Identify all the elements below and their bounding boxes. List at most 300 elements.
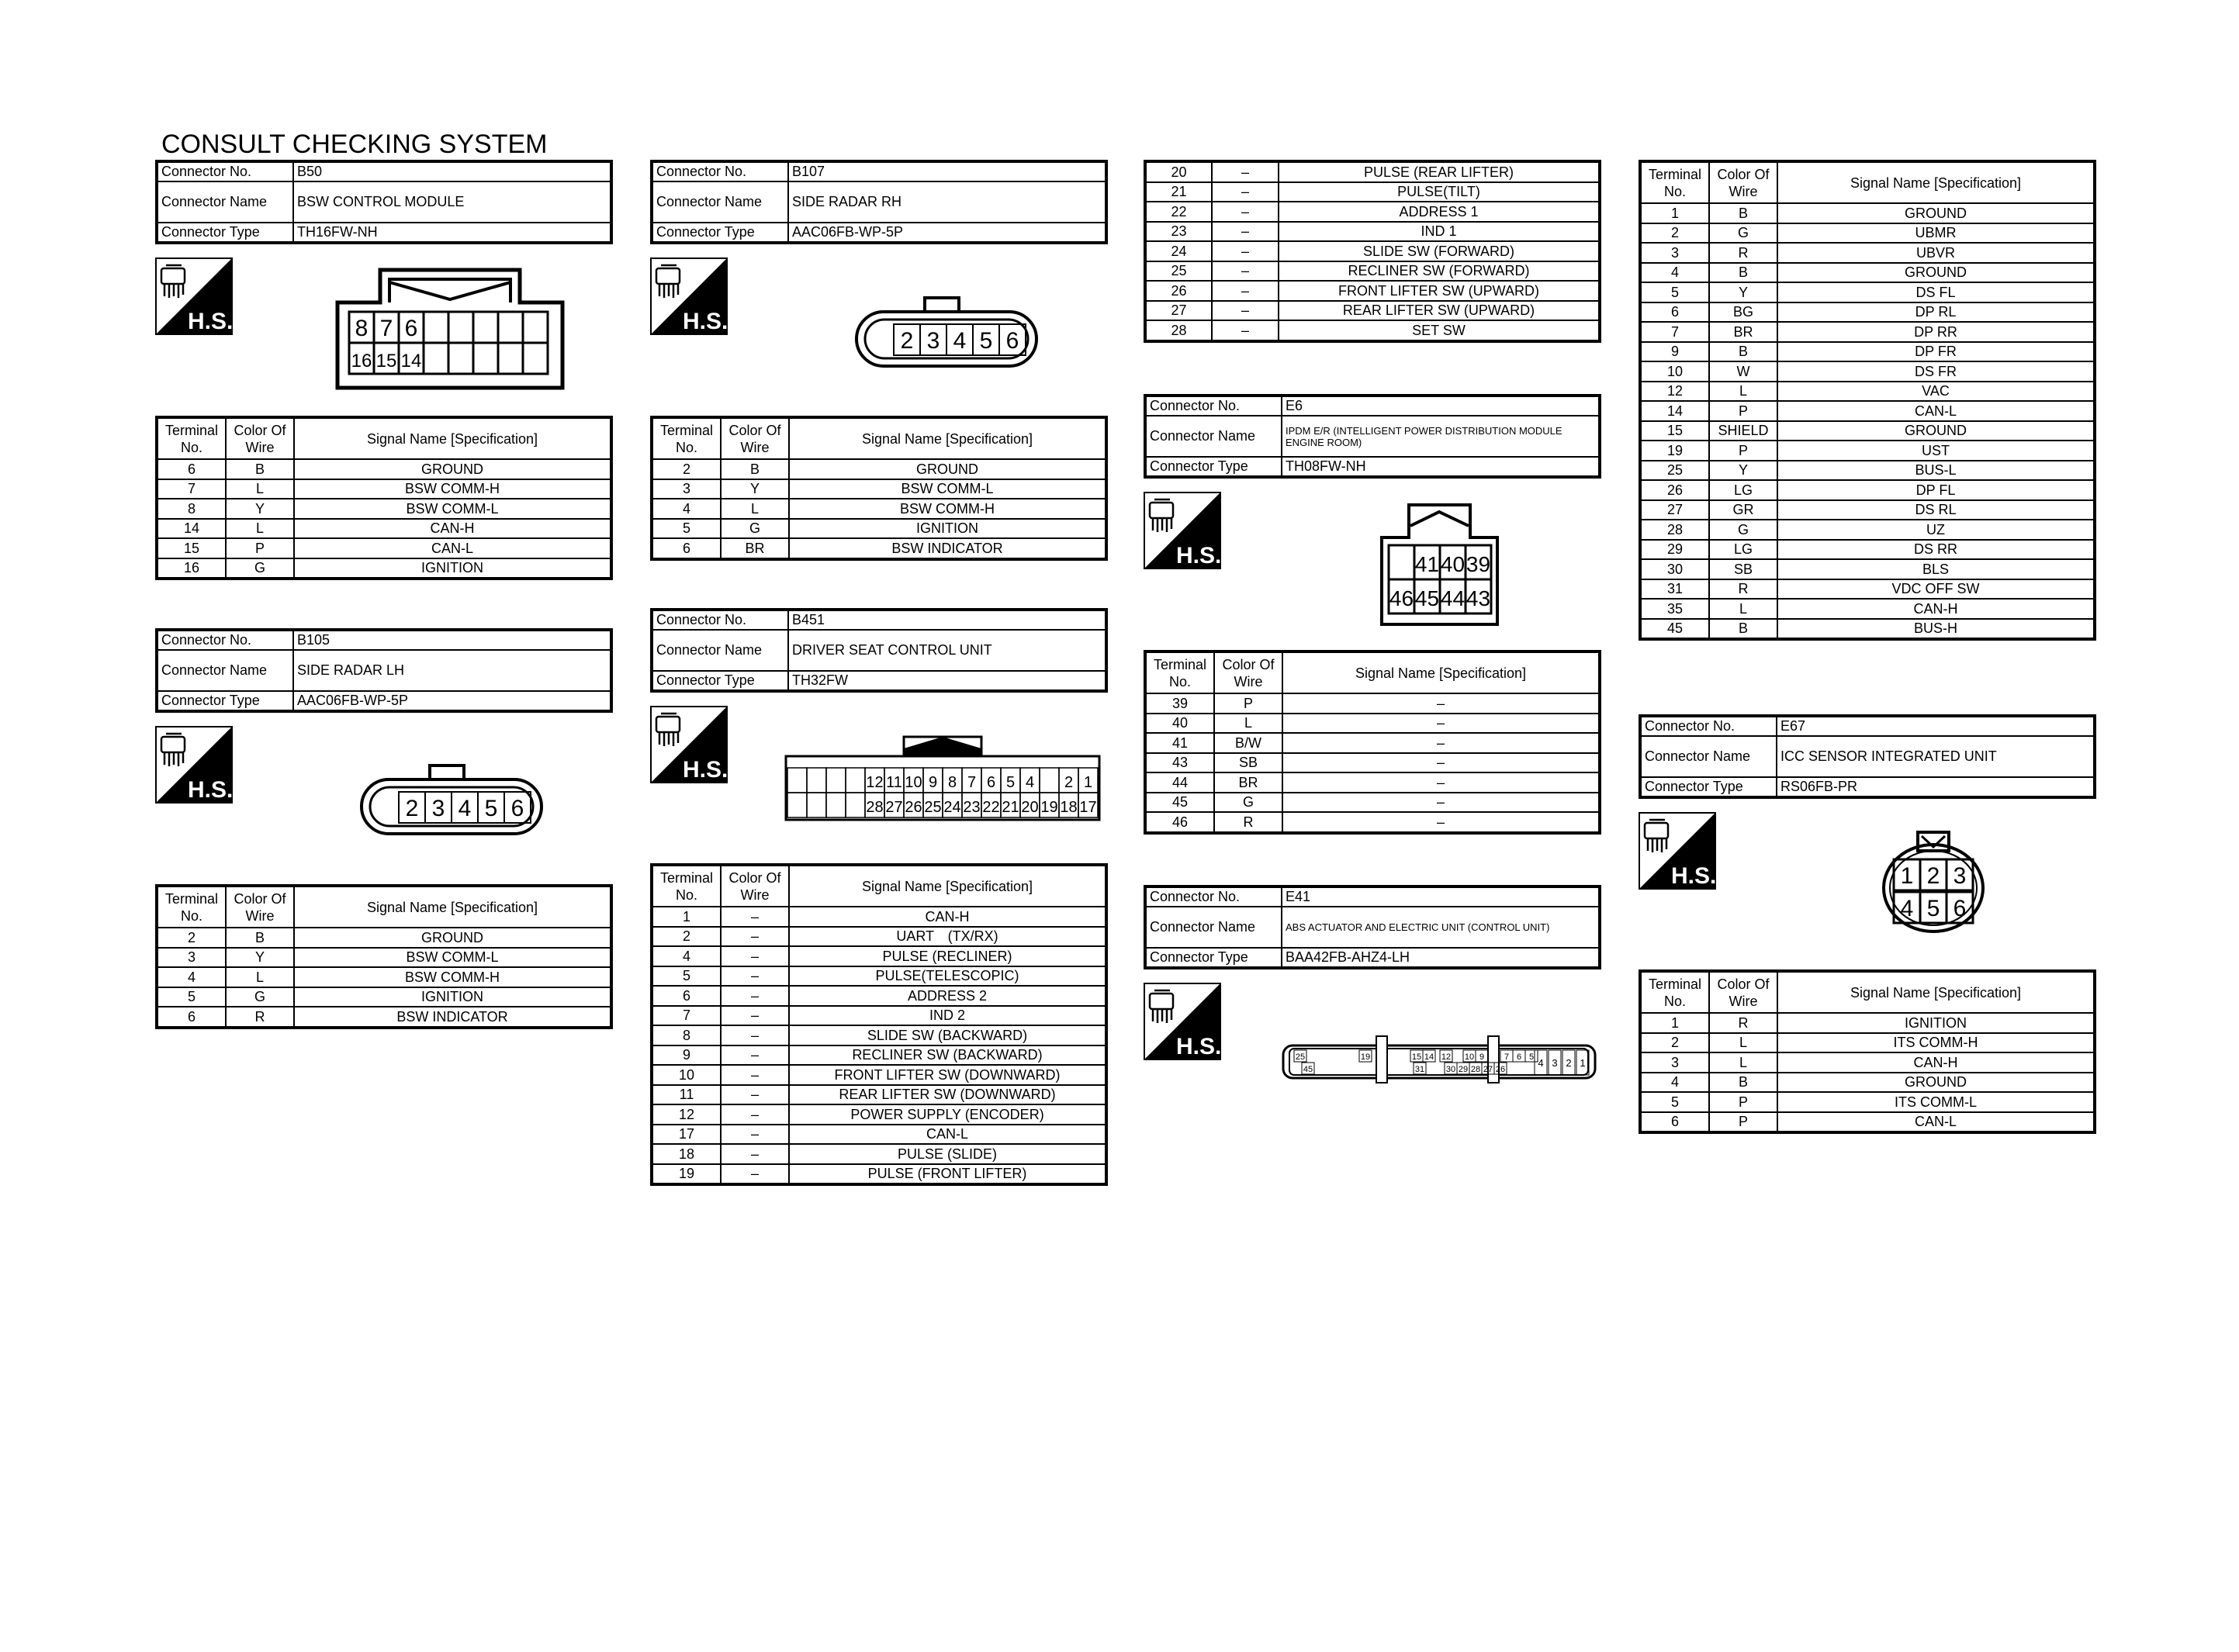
wire-color-cell: L — [226, 479, 294, 499]
signal-name-cell: CAN-H — [1777, 1052, 2095, 1073]
terminal-no-cell: 45 — [1640, 619, 1709, 640]
connector-name-label: Connector Name — [652, 181, 788, 223]
table-row — [1640, 243, 2095, 263]
pin-number: 30 — [1445, 1065, 1456, 1074]
pin-number: 16 — [351, 351, 372, 372]
terminal-no-cell: 18 — [652, 1144, 721, 1164]
signal-name-cell: BSW INDICATOR — [294, 1007, 611, 1028]
pin-number: 6 — [404, 316, 418, 341]
pin-number: 1 — [1580, 1057, 1586, 1069]
pin-number: 15 — [375, 351, 397, 372]
signal-name-cell: ITS COMM-L — [1777, 1092, 2095, 1112]
connector-header-e41 — [1144, 885, 1601, 969]
table-row — [1640, 263, 2095, 283]
terminal-no-header: Terminal No. — [157, 417, 226, 459]
wire-color-cell: – — [721, 946, 789, 966]
terminal-no-cell: 6 — [1640, 302, 1709, 323]
pin-number: 5 — [1005, 774, 1016, 791]
terminal-no-header: Terminal No. — [1640, 971, 1709, 1013]
table-row — [652, 927, 1106, 947]
pin-number: 6 — [1005, 328, 1019, 354]
wire-color-cell: BG — [1709, 302, 1777, 323]
pin-number: 4 — [953, 328, 967, 354]
wire-color-cell: – — [721, 1164, 789, 1185]
hs-label: H.S. — [1671, 863, 1716, 889]
terminal-no-cell: 35 — [1640, 599, 1709, 619]
connector-type-label: Connector Type — [1145, 457, 1282, 477]
pin-number: 28 — [866, 799, 884, 816]
wire-color-cell: B/W — [1214, 733, 1282, 753]
table-row — [157, 1007, 611, 1028]
table-row — [1640, 559, 2095, 579]
terminal-no-cell: 2 — [1640, 223, 1709, 244]
wire-color-cell: – — [721, 986, 789, 1006]
wire-color-cell: – — [721, 907, 789, 927]
harness-side-icon — [1144, 983, 1221, 1060]
signal-name-cell: GROUND — [1777, 421, 2095, 441]
wire-color-cell: – — [1212, 241, 1279, 261]
signal-name-cell: CAN-H — [294, 519, 611, 539]
harness-side-icon — [1144, 492, 1221, 569]
table-row — [1145, 793, 1600, 813]
signal-name-cell: BSW COMM-L — [294, 499, 611, 519]
pin-number: 46 — [1389, 586, 1414, 610]
pin-number: 4 — [458, 796, 472, 821]
wire-color-cell: G — [1214, 793, 1282, 813]
terminal-no-cell: 21 — [1145, 182, 1212, 202]
wire-color-cell: L — [1709, 1033, 1777, 1053]
terminal-no-cell: 6 — [157, 459, 226, 479]
pin-number: 2 — [405, 796, 419, 821]
signal-name-cell: – — [1282, 733, 1600, 753]
signal-name-cell: IGNITION — [294, 987, 611, 1007]
terminal-no-cell: 4 — [652, 499, 721, 519]
pin-number: 12 — [1441, 1052, 1452, 1062]
signal-name-cell: DS RR — [1777, 540, 2095, 560]
terminal-no-cell: 1 — [652, 907, 721, 927]
terminal-no-cell: 15 — [157, 538, 226, 558]
terminal-no-cell: 2 — [157, 928, 226, 948]
terminal-no-cell: 20 — [1145, 161, 1212, 182]
wire-color-cell: L — [1214, 714, 1282, 734]
table-row — [1145, 772, 1600, 793]
terminal-no-cell: 41 — [1145, 733, 1214, 753]
terminal-no-cell: 27 — [1640, 500, 1709, 520]
pin-number: 28 — [1470, 1065, 1481, 1074]
terminal-no-cell: 1 — [1640, 203, 1709, 223]
signal-name-cell: GROUND — [294, 928, 611, 948]
signal-name-cell: GROUND — [1777, 1073, 2095, 1093]
pin-number: 8 — [355, 316, 369, 341]
terminal-no-cell: 4 — [652, 946, 721, 966]
signal-name-cell: IGNITION — [789, 519, 1106, 539]
wire-color-cell: – — [721, 966, 789, 987]
wire-color-cell: P — [226, 538, 294, 558]
signal-name-header: Signal Name [Specification] — [789, 865, 1106, 907]
terminal-no-cell: 1 — [1640, 1013, 1709, 1033]
pin-number: 23 — [963, 799, 981, 816]
wire-color-header: Color Of Wire — [721, 417, 789, 459]
connector-diagram-e67 — [1879, 830, 1988, 935]
table-row — [1640, 361, 2095, 382]
pin-number: 6 — [1516, 1052, 1522, 1062]
wire-color-cell: L — [1709, 599, 1777, 619]
signal-name-header: Signal Name [Specification] — [294, 886, 611, 928]
hs-label: H.S. — [188, 777, 233, 803]
wire-color-cell: – — [1212, 161, 1279, 182]
connector-type-value: BAA42FB-AHZ4-LH — [1282, 948, 1600, 968]
table-row — [1640, 302, 2095, 323]
terminal-no-cell: 23 — [1145, 222, 1212, 242]
table-row — [652, 1025, 1106, 1045]
terminal-no-cell: 3 — [652, 479, 721, 499]
signal-name-cell: BSW INDICATOR — [789, 538, 1106, 559]
table-row — [1145, 202, 1600, 222]
terminal-no-cell: 5 — [652, 519, 721, 539]
wire-color-cell: GR — [1709, 500, 1777, 520]
table-row — [157, 479, 611, 499]
signal-name-cell: GROUND — [1777, 263, 2095, 283]
wire-color-cell: P — [1709, 401, 1777, 421]
connector-name-label: Connector Name — [157, 650, 293, 691]
terminal-no-cell: 6 — [1640, 1112, 1709, 1133]
table-row — [652, 1144, 1106, 1164]
pin-number: 44 — [1440, 586, 1466, 610]
pin-number: 3 — [431, 796, 445, 821]
connector-type-label: Connector Type — [1145, 948, 1282, 968]
table-row — [1640, 1073, 2095, 1093]
table-row — [1640, 401, 2095, 421]
pin-number: 40 — [1440, 552, 1466, 576]
table-row — [1640, 1092, 2095, 1112]
hs-label: H.S. — [1176, 543, 1221, 569]
terminal-no-cell: 2 — [652, 927, 721, 947]
signal-name-cell: SET SW — [1279, 320, 1600, 341]
pin-number: 43 — [1466, 586, 1491, 610]
connector-no-label: Connector No. — [1145, 396, 1282, 416]
pin-number: 5 — [1528, 1052, 1535, 1062]
signal-name-cell: PULSE(TILT) — [1279, 182, 1600, 202]
wire-color-cell: Y — [721, 479, 789, 499]
connector-type-value: AAC06FB-WP-5P — [788, 223, 1106, 243]
connector-type-value: TH08FW-NH — [1282, 457, 1600, 477]
connector-name-value: SIDE RADAR LH — [293, 650, 611, 691]
table-row — [157, 499, 611, 519]
table-row — [1640, 540, 2095, 560]
pin-number: 9 — [928, 774, 938, 791]
terminal-no-cell: 6 — [652, 986, 721, 1006]
connector-name-value: IPDM E/R (INTELLIGENT POWER DISTRIBUTION MODULE ENGINE ROOM) — [1282, 416, 1600, 457]
connector-type-label: Connector Type — [157, 691, 293, 711]
pin-number: 45 — [1303, 1065, 1313, 1074]
pin-number: 1 — [1900, 863, 1914, 889]
signal-name-cell: DS RL — [1777, 500, 2095, 520]
signal-name-cell: GROUND — [294, 459, 611, 479]
connector-header-b451 — [650, 608, 1108, 693]
terminal-no-cell: 44 — [1145, 772, 1214, 793]
signal-name-cell: BUS-H — [1777, 619, 2095, 640]
pin-number: 4 — [1025, 774, 1035, 791]
wire-color-cell: SB — [1709, 559, 1777, 579]
signal-name-cell: DP RL — [1777, 302, 2095, 323]
table-row — [1640, 382, 2095, 402]
table-row — [652, 1104, 1106, 1125]
table-row — [1145, 281, 1600, 301]
table-row — [157, 558, 611, 579]
connector-name-label: Connector Name — [1145, 416, 1282, 457]
wire-color-cell: B — [1709, 342, 1777, 362]
terminal-no-header: Terminal No. — [1145, 651, 1214, 693]
signal-name-header: Signal Name [Specification] — [1777, 971, 2095, 1013]
wire-color-cell: B — [721, 459, 789, 479]
pin-number: 15 — [1411, 1052, 1422, 1062]
wire-color-cell: – — [1212, 202, 1279, 222]
harness-side-icon — [1639, 812, 1716, 890]
connector-no-value: E67 — [1777, 716, 2095, 736]
terminal-no-cell: 2 — [652, 459, 721, 479]
signal-name-cell: UZ — [1777, 520, 2095, 540]
pin-number: 8 — [947, 774, 957, 791]
pin-number: 3 — [1552, 1057, 1558, 1069]
signal-name-cell: ITS COMM-H — [1777, 1033, 2095, 1053]
wire-color-cell: R — [226, 1007, 294, 1028]
wire-color-cell: BR — [721, 538, 789, 559]
table-row — [1145, 241, 1600, 261]
terminal-no-cell: 28 — [1145, 320, 1212, 341]
wire-color-cell: – — [1212, 182, 1279, 202]
signal-name-cell: DP FL — [1777, 480, 2095, 500]
table-row — [157, 928, 611, 948]
terminal-no-cell: 29 — [1640, 540, 1709, 560]
connector-header-b105 — [155, 628, 613, 713]
terminal-no-header: Terminal No. — [652, 865, 721, 907]
pin-number: 7 — [1504, 1052, 1510, 1062]
connector-header-e6 — [1144, 394, 1601, 479]
pin-number: 4 — [1900, 896, 1914, 921]
signal-name-cell: IGNITION — [294, 558, 611, 579]
connector-name-value: SIDE RADAR RH — [788, 181, 1106, 223]
table-row — [157, 538, 611, 558]
hs-label: H.S. — [1176, 1034, 1221, 1059]
table-row — [652, 479, 1106, 499]
signal-name-cell: POWER SUPPLY (ENCODER) — [789, 1104, 1106, 1125]
connector-no-label: Connector No. — [1145, 886, 1282, 907]
connector-type-value: TH16FW-NH — [293, 223, 611, 243]
signal-name-cell: CAN-H — [1777, 599, 2095, 619]
terminal-no-cell: 12 — [1640, 382, 1709, 402]
terminal-no-cell: 24 — [1145, 241, 1212, 261]
connector-no-value: B107 — [788, 161, 1106, 181]
pin-number: 18 — [1060, 799, 1078, 816]
connector-type-label: Connector Type — [1640, 777, 1777, 797]
signal-name-cell: GROUND — [789, 459, 1106, 479]
terminal-no-cell: 16 — [157, 558, 226, 579]
terminal-no-cell: 27 — [1145, 301, 1212, 321]
pin-number: 20 — [1021, 799, 1039, 816]
wire-color-cell: G — [1709, 223, 1777, 244]
terminal-no-cell: 9 — [652, 1045, 721, 1066]
terminal-no-cell: 9 — [1640, 342, 1709, 362]
signal-name-header: Signal Name [Specification] — [1777, 161, 2095, 203]
pin-number: 10 — [905, 774, 922, 791]
connector-name-value: DRIVER SEAT CONTROL UNIT — [788, 630, 1106, 671]
pin-number: 24 — [943, 799, 961, 816]
terminal-no-cell: 30 — [1640, 559, 1709, 579]
signal-name-cell: BSW COMM-L — [294, 948, 611, 968]
connector-no-label: Connector No. — [157, 630, 293, 650]
table-row — [157, 987, 611, 1007]
wire-color-cell: LG — [1709, 480, 1777, 500]
hs-label: H.S. — [188, 309, 233, 334]
wire-color-cell: – — [721, 1006, 789, 1026]
signal-name-cell: BSW COMM-H — [294, 479, 611, 499]
terminal-no-cell: 3 — [1640, 243, 1709, 263]
table-row — [1640, 1033, 2095, 1053]
table-row — [1640, 480, 2095, 500]
hs-badge-graphic — [1144, 492, 1221, 569]
signal-name-cell: BSW COMM-L — [789, 479, 1106, 499]
wire-color-cell: L — [721, 499, 789, 519]
table-row — [1145, 812, 1600, 833]
terminal-no-cell: 4 — [1640, 263, 1709, 283]
terminal-no-cell: 3 — [157, 948, 226, 968]
table-row — [652, 1164, 1106, 1185]
terminal-no-cell: 28 — [1640, 520, 1709, 540]
pin-number: 19 — [1360, 1052, 1371, 1062]
signal-name-cell: – — [1282, 693, 1600, 714]
harness-side-icon — [650, 257, 728, 335]
table-row — [1145, 320, 1600, 341]
pin-number: 6 — [1953, 896, 1967, 921]
pin-number: 7 — [379, 316, 393, 341]
signal-name-cell: – — [1282, 812, 1600, 833]
signal-name-cell: FRONT LIFTER SW (DOWNWARD) — [789, 1065, 1106, 1085]
terminal-no-cell: 10 — [652, 1065, 721, 1085]
wire-color-header: Color Of Wire — [226, 886, 294, 928]
wire-color-cell: B — [1709, 619, 1777, 640]
terminal-no-cell: 5 — [157, 987, 226, 1007]
wire-color-cell: L — [226, 967, 294, 987]
signal-name-cell: REAR LIFTER SW (DOWNWARD) — [789, 1085, 1106, 1105]
wire-color-cell: Y — [226, 948, 294, 968]
wire-color-cell: – — [1212, 222, 1279, 242]
pin-number: 5 — [979, 328, 993, 354]
connector-type-label: Connector Type — [652, 223, 788, 243]
terminal-no-cell: 43 — [1145, 753, 1214, 773]
table-row — [652, 1006, 1106, 1026]
table-row — [1145, 753, 1600, 773]
pin-number: 27 — [1483, 1065, 1493, 1074]
pin-number: 6 — [986, 774, 996, 791]
signal-name-cell: SLIDE SW (BACKWARD) — [789, 1025, 1106, 1045]
wire-color-cell: W — [1709, 361, 1777, 382]
wire-color-cell: G — [1709, 520, 1777, 540]
terminal-no-cell: 19 — [652, 1164, 721, 1185]
terminal-no-cell: 10 — [1640, 361, 1709, 382]
wire-color-cell: B — [226, 928, 294, 948]
terminal-no-cell: 6 — [652, 538, 721, 559]
pin-number: 14 — [1424, 1052, 1434, 1062]
signal-name-cell: RECLINER SW (FORWARD) — [1279, 261, 1600, 282]
signal-name-cell: UART (TX/RX) — [789, 927, 1106, 947]
signal-name-cell: BSW COMM-H — [294, 967, 611, 987]
connector-no-value: E6 — [1282, 396, 1600, 416]
signal-name-cell: UST — [1777, 441, 2095, 461]
pin-number: 2 — [1926, 863, 1940, 889]
pin-number: 27 — [885, 799, 903, 816]
signal-name-cell: – — [1282, 753, 1600, 773]
wire-color-cell: SB — [1214, 753, 1282, 773]
connector-diagram-b107 — [853, 296, 1040, 370]
pin-number: 9 — [1479, 1052, 1485, 1062]
pin-number: 41 — [1414, 552, 1440, 576]
signal-name-cell: RECLINER SW (BACKWARD) — [789, 1045, 1106, 1066]
terminal-no-cell: 31 — [1640, 579, 1709, 600]
wire-color-header: Color Of Wire — [1709, 971, 1777, 1013]
wire-color-cell: G — [226, 558, 294, 579]
signal-name-cell: PULSE (SLIDE) — [789, 1144, 1106, 1164]
signal-name-cell: FRONT LIFTER SW (UPWARD) — [1279, 281, 1600, 301]
table-row — [1145, 161, 1600, 182]
connector-name-label: Connector Name — [1145, 907, 1282, 948]
pin-number: 25 — [1295, 1052, 1306, 1062]
table-row — [652, 1125, 1106, 1145]
pin-number: 45 — [1414, 586, 1440, 610]
pin-number: 26 — [1495, 1065, 1506, 1074]
wire-color-cell: R — [1214, 812, 1282, 833]
connector-name-value: ICC SENSOR INTEGRATED UNIT — [1777, 736, 2095, 777]
signal-name-header: Signal Name [Specification] — [789, 417, 1106, 459]
wire-color-cell: – — [1212, 320, 1279, 341]
table-row — [1640, 223, 2095, 244]
wire-color-cell: Y — [1709, 282, 1777, 302]
pin-table-b107 — [650, 416, 1108, 561]
connector-no-label: Connector No. — [157, 161, 293, 181]
pin-table-e6 — [1144, 650, 1601, 835]
wire-color-cell: – — [721, 1065, 789, 1085]
connector-no-value: B451 — [788, 610, 1106, 630]
signal-name-cell: CAN-L — [1777, 1112, 2095, 1133]
table-row — [1640, 579, 2095, 600]
wire-color-cell: P — [1709, 1112, 1777, 1133]
wire-color-cell: B — [1709, 263, 1777, 283]
terminal-no-cell: 5 — [1640, 1092, 1709, 1112]
table-row — [1640, 441, 2095, 461]
terminal-no-cell: 26 — [1145, 281, 1212, 301]
table-row — [652, 966, 1106, 987]
wire-color-cell: BR — [1709, 322, 1777, 342]
terminal-no-cell: 17 — [652, 1125, 721, 1145]
signal-name-cell: PULSE (REAR LIFTER) — [1279, 161, 1600, 182]
connector-no-label: Connector No. — [652, 610, 788, 630]
wire-color-cell: R — [1709, 243, 1777, 263]
signal-name-header: Signal Name [Specification] — [294, 417, 611, 459]
signal-name-cell: – — [1282, 793, 1600, 813]
wire-color-cell: – — [721, 1125, 789, 1145]
pin-number: 7 — [967, 774, 977, 791]
signal-name-cell: DS FR — [1777, 361, 2095, 382]
signal-name-cell: PULSE (FRONT LIFTER) — [789, 1164, 1106, 1185]
connector-no-value: B50 — [293, 161, 611, 181]
page-title: CONSULT CHECKING SYSTEM — [161, 130, 548, 159]
signal-name-cell: CAN-L — [294, 538, 611, 558]
pin-number: 3 — [926, 328, 940, 354]
wire-color-cell: LG — [1709, 540, 1777, 560]
terminal-no-cell: 4 — [157, 967, 226, 987]
hs-label: H.S. — [683, 757, 728, 783]
pin-number: 14 — [400, 351, 422, 372]
terminal-no-cell: 19 — [1640, 441, 1709, 461]
